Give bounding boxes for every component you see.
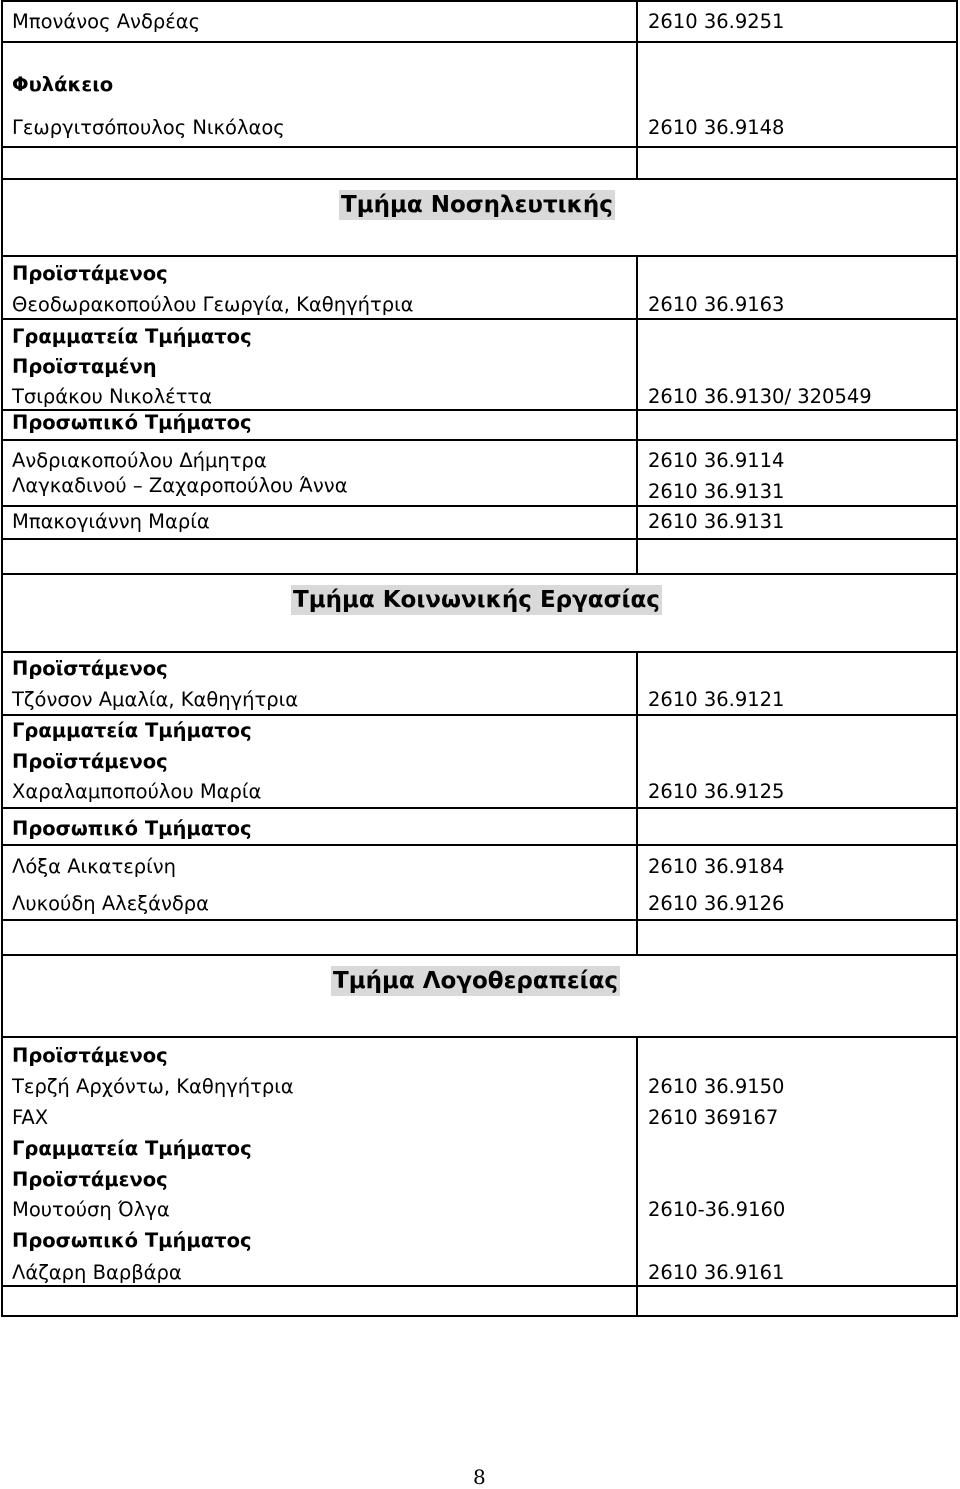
- row-divider: [1, 573, 958, 575]
- column-divider: [636, 0, 638, 178]
- section-label: Φυλάκειο: [12, 73, 114, 96]
- row-divider: [1, 1285, 958, 1287]
- column-divider: [636, 1036, 638, 1315]
- row-divider: [1, 439, 958, 441]
- person-phone: 2610 36.9125: [648, 780, 785, 803]
- row-divider: [1, 651, 958, 653]
- role-label: Γραμματεία Τμήματος: [12, 719, 252, 742]
- role-label: Γραμματεία Τμήματος: [12, 1137, 252, 1160]
- department-title: Τμήμα Λογοθεραπείας: [333, 968, 619, 994]
- person-name: Ανδριακοπούλου Δήμητρα: [12, 449, 267, 472]
- person-name: Μπονάνος Ανδρέας: [12, 10, 201, 33]
- person-phone: 2610 36.9161: [648, 1261, 785, 1284]
- role-label: Προϊστάμενος: [12, 1168, 168, 1191]
- column-divider: [636, 255, 638, 573]
- row-divider: [1, 1315, 958, 1317]
- row-divider: [1, 954, 958, 956]
- role-label: Προσωπικό Τμήματος: [12, 817, 252, 840]
- row-divider: [1, 844, 958, 846]
- person-phone: 2610 36.9251: [648, 10, 785, 33]
- person-phone: 2610 36.9131: [648, 480, 785, 503]
- person-name: Θεοδωρακοπούλου Γεωργία, Καθηγήτρια: [12, 293, 414, 316]
- row-divider: [1, 0, 958, 2]
- person-name: Τσιράκου Νικολέττα: [12, 385, 213, 408]
- person-phone: 2610-36.9160: [648, 1198, 786, 1221]
- fax-label: FAX: [12, 1106, 49, 1129]
- role-label: Προϊστάμενος: [12, 1044, 168, 1067]
- person-name: Χαραλαμποπούλου Μαρία: [12, 780, 262, 803]
- row-divider: [1, 146, 958, 148]
- person-name: Γεωργιτσόπουλος Νικόλαος: [12, 116, 285, 139]
- person-phone: 2610 36.9130/ 320549: [648, 385, 872, 408]
- role-label: Γραμματεία Τμήματος: [12, 325, 252, 348]
- row-divider: [1, 714, 958, 716]
- role-label: Προϊσταμένη: [12, 355, 157, 378]
- person-phone: 2610 36.9121: [648, 688, 785, 711]
- row-divider: [1, 178, 958, 180]
- role-label: Προϊστάμενος: [12, 750, 168, 773]
- person-name: Μουτούση Όλγα: [12, 1198, 170, 1221]
- column-divider: [636, 651, 638, 954]
- role-label: Προϊστάμενος: [12, 262, 168, 285]
- row-divider: [1, 919, 958, 921]
- row-divider: [1, 41, 958, 43]
- role-label: Προσωπικό Τμήματος: [12, 411, 252, 434]
- department-title: Τμήμα Νοσηλευτικής: [341, 192, 613, 218]
- row-divider: [1, 538, 958, 540]
- row-divider: [1, 318, 958, 320]
- table-border-left: [1, 0, 3, 1315]
- person-phone: 2610 36.9148: [648, 116, 785, 139]
- table-border-right: [956, 0, 958, 1315]
- person-phone: 2610 36.9150: [648, 1075, 785, 1098]
- page-number: 8: [473, 1465, 486, 1489]
- person-name: Τζόνσον Αμαλία, Καθηγήτρια: [12, 688, 299, 711]
- person-name: Λόξα Αικατερίνη: [12, 855, 176, 878]
- person-name: Λαγκαδινού – Ζαχαροπούλου Άννα: [12, 474, 348, 497]
- person-name: Λάζαρη Βαρβάρα: [12, 1261, 182, 1284]
- person-phone: 2610 36.9184: [648, 855, 785, 878]
- person-name: Μπακογιάννη Μαρία: [12, 510, 210, 533]
- row-divider: [1, 505, 958, 507]
- fax-number: 2610 369167: [648, 1106, 779, 1129]
- role-label: Προϊστάμενος: [12, 657, 168, 680]
- person-phone: 2610 36.9126: [648, 892, 785, 915]
- row-divider: [1, 1036, 958, 1038]
- person-name: Τερζή Αρχόντω, Καθηγήτρια: [12, 1075, 294, 1098]
- person-phone: 2610 36.9163: [648, 293, 785, 316]
- person-phone: 2610 36.9114: [648, 449, 785, 472]
- department-title: Τμήμα Κοινωνικής Εργασίας: [293, 587, 660, 613]
- person-phone: 2610 36.9131: [648, 510, 785, 533]
- row-divider: [1, 807, 958, 809]
- role-label: Προσωπικό Τμήματος: [12, 1229, 252, 1252]
- person-name: Λυκούδη Αλεξάνδρα: [12, 892, 210, 915]
- row-divider: [1, 255, 958, 257]
